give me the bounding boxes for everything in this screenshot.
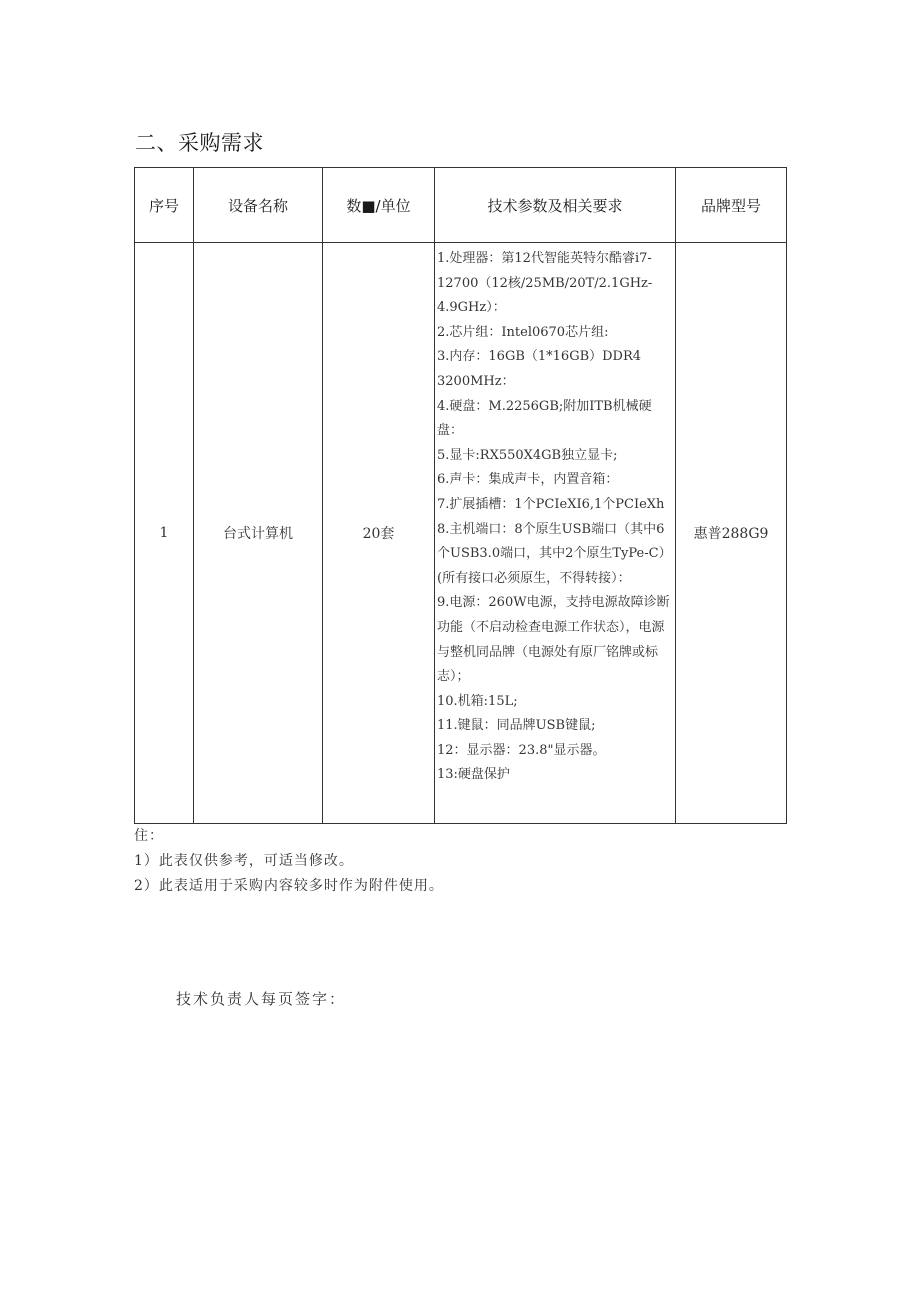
header-specs: 技术参数及相关要求: [435, 168, 676, 243]
cell-specs: [435, 243, 676, 824]
header-brand-model: 品牌型号: [676, 168, 787, 243]
signature-label: 技术负责人每页签字：: [176, 990, 347, 1008]
spec-item: 13:硬盘保护: [437, 767, 510, 783]
spec-item: 4.硬盘：M.2256GB;附加ITB机械硬盘：: [437, 398, 652, 439]
spec-item: 12：显示器：23.8"显示器。: [437, 742, 606, 758]
spec-list: [435, 243, 675, 823]
table-header-row: [135, 168, 787, 243]
cell-device-name: 台式计算机: [194, 243, 323, 824]
header-index: 序号: [135, 168, 194, 243]
note-item: 1）此表仅供参考，可适当修改。: [134, 853, 354, 869]
notes-label: 住：: [134, 828, 164, 844]
spec-item: 2.芯片组：Intel0670芯片组:: [437, 324, 609, 340]
spec-item: 11.键鼠：同品牌USB键鼠;: [437, 718, 596, 734]
spec-item: 9.电源：260W电源，支持电源故障诊断功能（不启动检查电源工作状态），电源与整机同品牌（电源处有原厂铭牌或标志）；: [437, 595, 670, 685]
header-quantity: 数■/单位: [323, 168, 435, 243]
spec-item: 10.机箱:15L;: [437, 693, 518, 709]
spec-item: 1.处理器：第12代智能英特尔酷睿i7-12700（12核/25MB/20T/2.1GHz-4.9GHz）：: [437, 251, 653, 316]
header-device-name: 设备名称: [194, 168, 323, 243]
spec-item: 8.主机端口：8个原生USB端口（其中6个USB3.0端口，其中2个原生TyPe-C）(所有接口必须原生，不得转接）：: [437, 521, 672, 586]
section-title: 二、采购需求: [135, 131, 264, 155]
spec-item: 3.内存：16GB（1*16GB）DDR4 3200MHz：: [437, 349, 642, 389]
cell-quantity: 20套: [323, 243, 435, 824]
note-item: 2）此表适用于采购内容较多时作为附件使用。: [134, 878, 444, 894]
cell-index: 1: [135, 243, 194, 824]
table-row: [135, 243, 787, 824]
spec-item: 5.显卡:RX550X4GB独立显卡;: [437, 447, 618, 463]
spec-item: 7.扩展插槽：1个PCIeXI6,1个PCIeXh: [437, 496, 665, 512]
cell-brand-model: 惠普288G9: [676, 243, 787, 824]
spec-item: 6.声卡：集成声卡，内置音箱：: [437, 472, 619, 488]
notes: [134, 824, 444, 899]
requirements-table: [134, 167, 787, 824]
